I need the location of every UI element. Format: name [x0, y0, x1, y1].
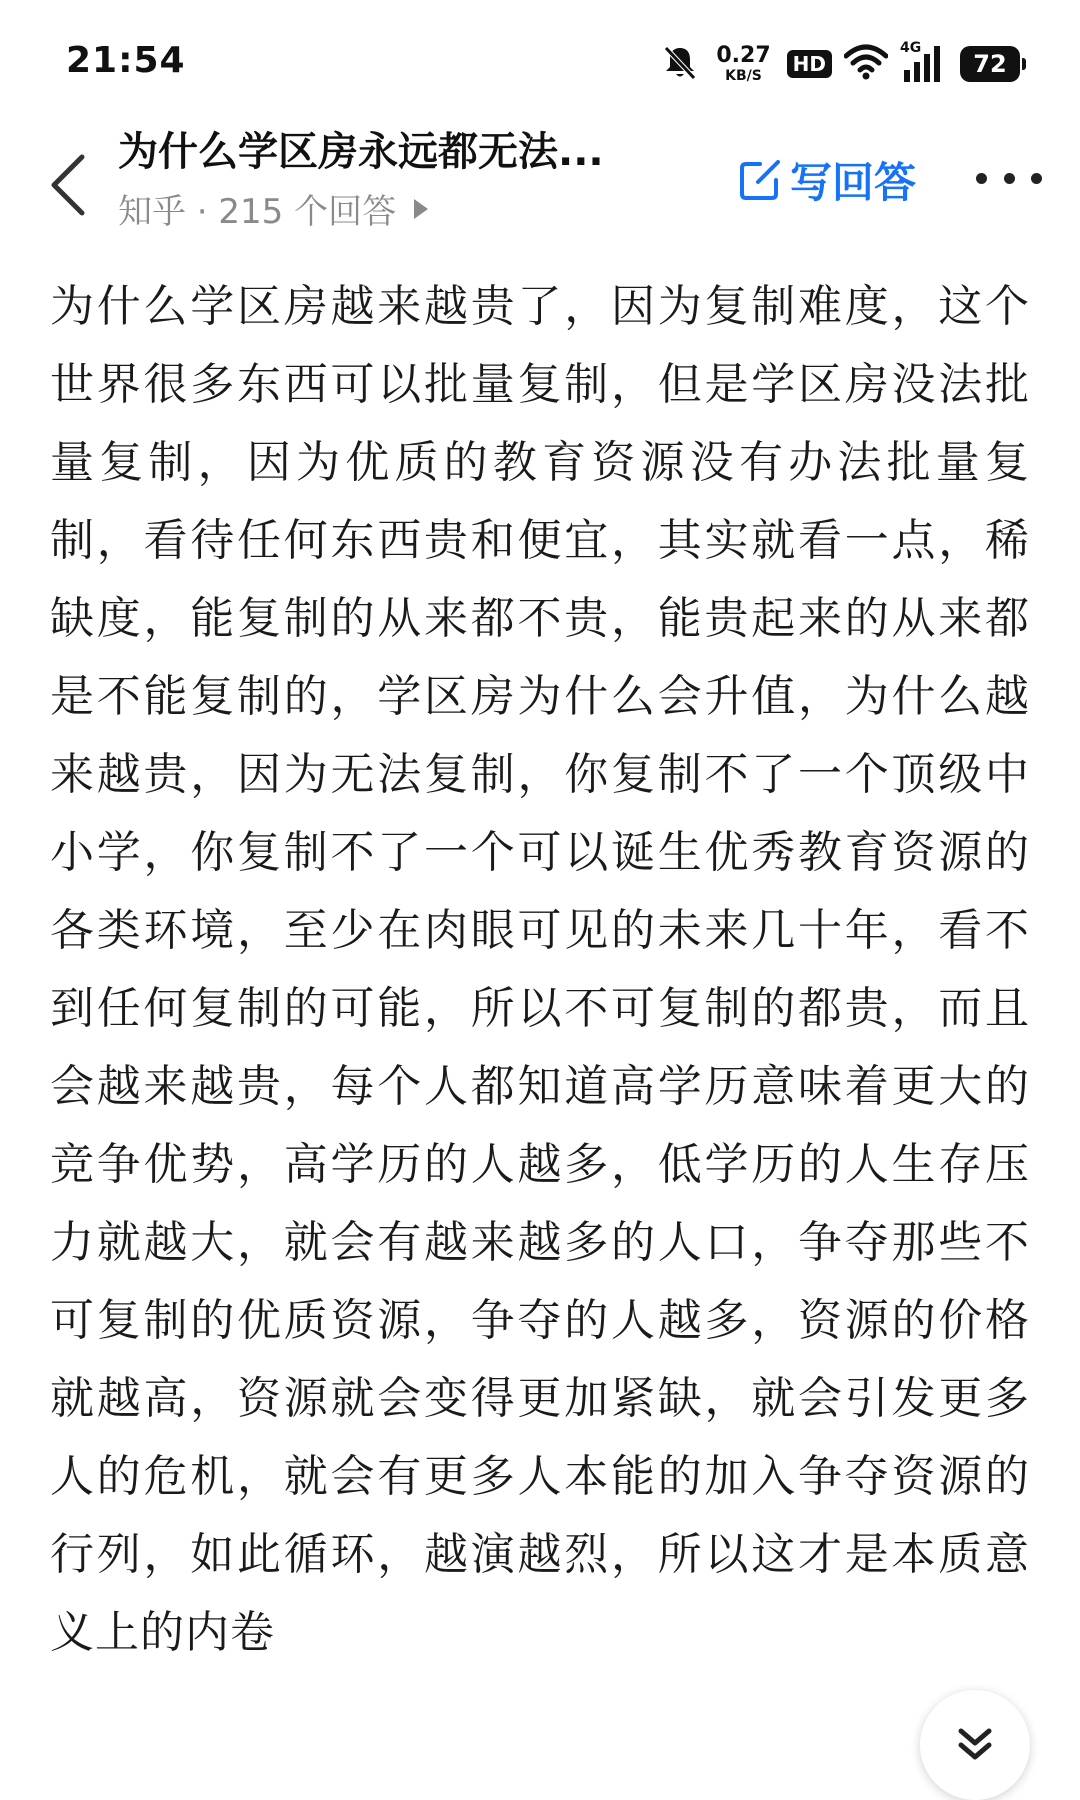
write-answer-button[interactable] — [738, 150, 916, 210]
play-arrow-icon — [414, 199, 428, 219]
back-button[interactable] — [40, 140, 96, 230]
net-speed-value: 0.27 — [716, 43, 771, 68]
status-time: 21:54 — [66, 40, 186, 81]
edit-icon — [738, 158, 782, 202]
chevron-left-icon — [48, 153, 88, 217]
net-speed-unit: KB/S — [725, 68, 762, 84]
battery-icon: 72 — [960, 46, 1020, 82]
answer-content: 为什么学区房越来越贵了，因为复制难度，这个世界很多东西可以批量复制，但是学区房没法批量复制，因为优质的教育资源没有办法批量复制，看待任何东西贵和便宜，其实就看一点，稀缺度，能复制的从来都不贵，能贵起来的从来都是不能复制的，学区房为什么会升值，为什么越来越贵，因为无法复制，你复制不了一个顶级中小学，你复制不了一个可以诞生优秀教育资源的各类环境，至少在肉眼可见的未来几十年，看不到任何复制的可能，所以不可复制的都贵，而且会越来越贵，每个人都知道高学历意味着更大的竞争优势，高学历的人越多，低学历的人生存压力就越大，就会有越来越多的人口，争夺那些不可复制的优质资源，争夺的人越多，资源的价格就越高，资源就会变得更加紧缺，就会引发更多人的危机，就会有更多人本能的加入争夺资源的行列，如此循环，越演越烈，所以这才是本质意义上的内卷 — [50, 281, 1030, 1658]
network-type-label: 4G — [900, 40, 922, 56]
page-title[interactable]: 为什么学区房永远都无法... — [118, 129, 604, 175]
answer-count-subtitle[interactable] — [118, 184, 678, 233]
signal-icon — [900, 40, 948, 84]
status-bar — [0, 0, 1080, 120]
more-options-icon[interactable] — [976, 158, 1042, 198]
write-answer-label: 写回答 — [790, 158, 917, 207]
bell-muted-icon — [660, 42, 700, 86]
title-block[interactable] — [118, 126, 678, 233]
hd-icon: HD — [787, 50, 832, 78]
net-speed — [716, 45, 770, 83]
question-header — [0, 120, 1080, 250]
subtitle-text: 知乎 · 215 个回答 — [118, 192, 397, 232]
double-chevron-down-icon — [953, 1723, 997, 1767]
status-icons — [660, 40, 1020, 88]
wifi-icon — [844, 44, 888, 84]
scroll-down-button[interactable] — [920, 1690, 1030, 1800]
